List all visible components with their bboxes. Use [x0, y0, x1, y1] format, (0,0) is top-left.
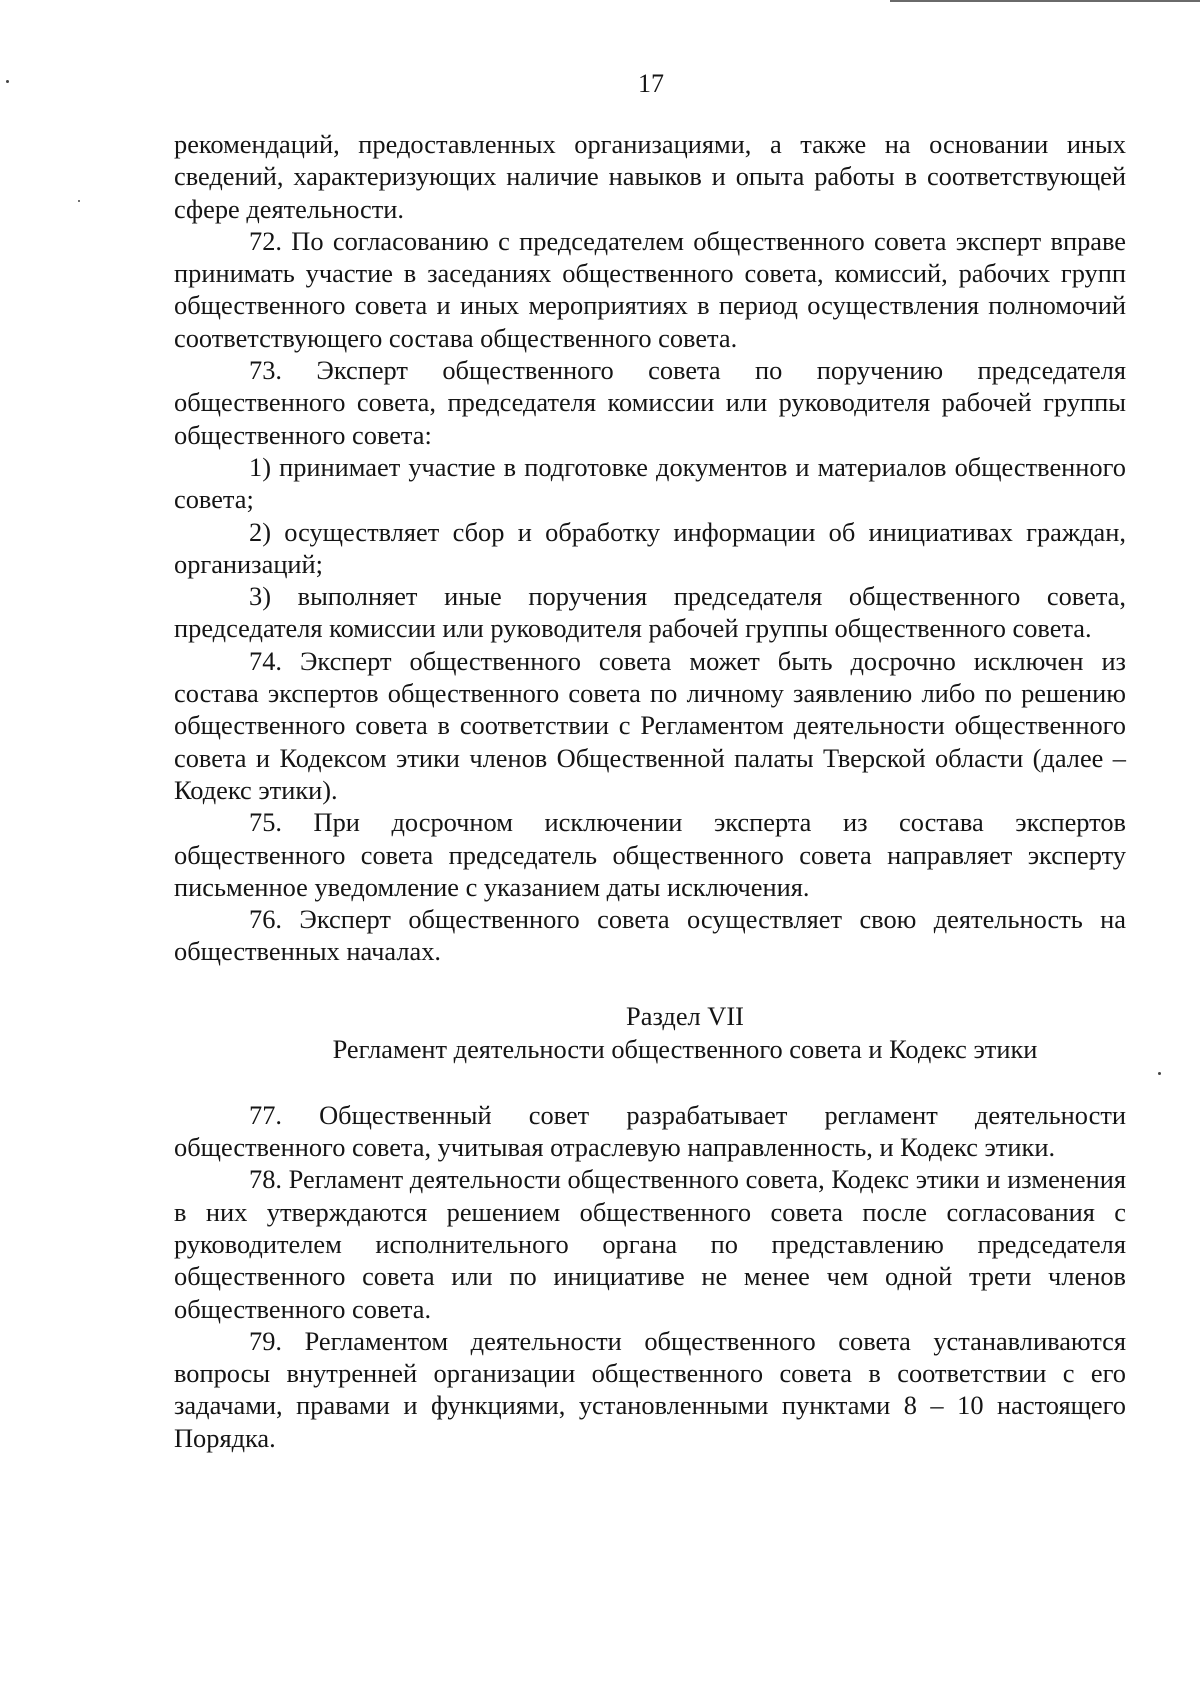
document-body	[174, 128, 1126, 1454]
scan-speck	[78, 200, 80, 202]
paragraphs-before-section	[174, 128, 1126, 968]
paragraph-p76: 76. Эксперт общественного совета осуществляет свою деятельность на общественных началах.	[174, 904, 1126, 967]
paragraph-p74: 74. Эксперт общественного совета может быть досрочно исключен из состава экспертов общественного совета по личному заявлению либо по решению общественного совета в соответствии с Регламентом деятельности общественного совета и Кодексом этики членов Общественной палаты Тверской области (далее – Кодекс этики).	[174, 645, 1126, 805]
paragraph-p78: 78. Регламент деятельности общественного совета, Кодекс этики и изменения в них утверждаются решением общественного совета после согласования с руководителем исполнительного органа по представлению председателя общественного совета или по инициативе не менее чем одной трети членов общественного совета.	[174, 1164, 1126, 1324]
section-heading: Раздел VII	[626, 1000, 744, 1031]
paragraph-p77: 77. Общественный совет разрабатывает регламент деятельности общественного совета, учитывая отраслевую направленность, и Кодекс этики.	[174, 1099, 1126, 1163]
paragraph-p72: 72. По согласованию с председателем общественного совета эксперт вправе принимать участие в заседаниях общественного совета, комиссий, рабочих групп общественного совета и иных мероприятиях в период осуществления полномочий соответствующего состава общественного совета.	[174, 225, 1126, 353]
paragraph-p79: 79. Регламентом деятельности общественного совета устанавливаются вопросы внутренней организации общественного совета в соответствии с его задачами, правами и функциями, установленными пунктами 8 – 10 настоящего Порядка.	[174, 1325, 1126, 1453]
scan-speck	[6, 80, 9, 83]
paragraph-p75: 75. При досрочном исключении эксперта из состава экспертов общественного совета председатель общественного совета направляет эксперту письменное уведомление с указанием даты исключения.	[174, 807, 1126, 902]
paragraph-p73: 73. Эксперт общественного совета по поручению председателя общественного совета, председателя комиссии или руководителя рабочей группы общественного совета:	[174, 355, 1126, 450]
scan-speck	[1158, 1072, 1161, 1075]
section-header	[174, 1000, 1126, 1066]
section-title: Регламент деятельности общественного совета и Кодекс этики	[332, 1033, 1038, 1064]
scan-edge-line	[890, 0, 1200, 2]
paragraph-p73-1: 1) принимает участие в подготовке документов и материалов общественного совета;	[174, 451, 1126, 515]
paragraph-p73-2: 2) осуществляет сбор и обработку информации об инициативах граждан, организаций;	[174, 516, 1126, 579]
paragraph-p71-cont: рекомендаций, предоставленных организациями, а также на основании иных сведений, характеризующих наличие навыков и опыта работы в соответствующей сфере деятельности.	[174, 129, 1126, 224]
paragraphs-after-section	[174, 1099, 1126, 1454]
paragraph-p73-3: 3) выполняет иные поручения председателя общественного совета, председателя комиссии или руководителя рабочей группы общественного совета.	[174, 581, 1126, 644]
page-number: 17	[638, 69, 664, 98]
